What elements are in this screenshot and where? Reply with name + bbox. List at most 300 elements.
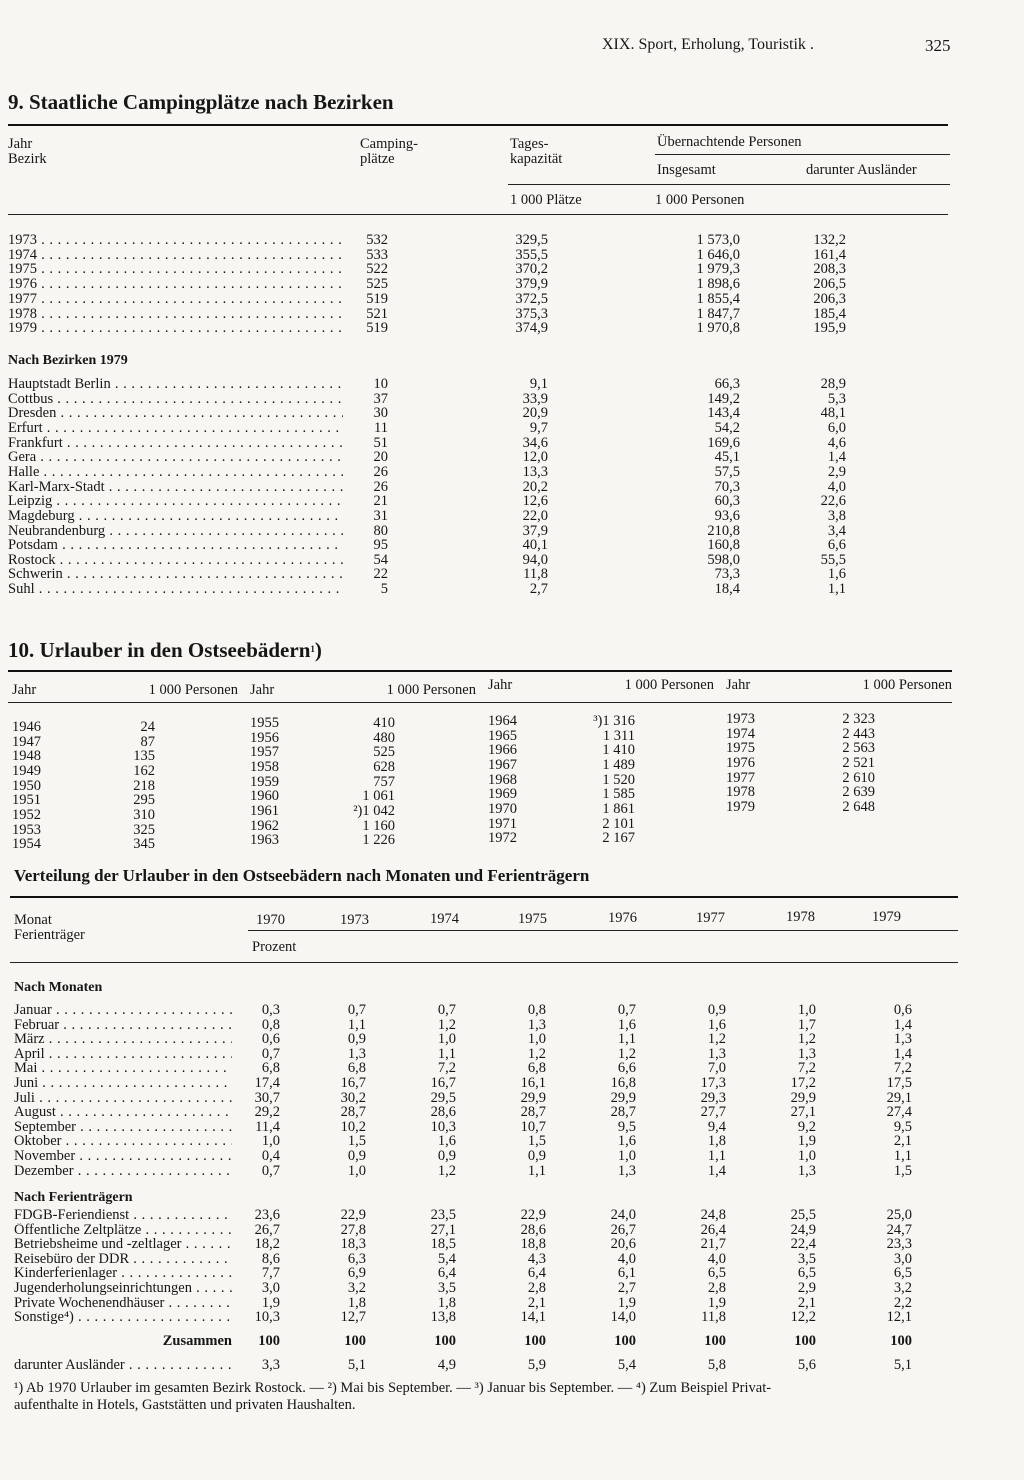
- t10-value: 2 101: [602, 815, 635, 832]
- t11-value: 6,8: [347, 1060, 366, 1077]
- t11-value: 18,5: [430, 1236, 456, 1253]
- t10-value: 1 226: [362, 832, 395, 849]
- t10-value: 757: [373, 773, 395, 790]
- t9-label: Gera . . .: [8, 450, 343, 465]
- t11-value: 22,4: [790, 1236, 816, 1253]
- t9-value: 1 979,3: [696, 261, 740, 278]
- t9-row: [0, 292, 1024, 307]
- t11-value: 27,7: [700, 1104, 726, 1121]
- t11-label: Januar . . .: [14, 1003, 232, 1018]
- t11-value: 5,1: [347, 1357, 366, 1373]
- t9-value: 143,4: [707, 405, 740, 422]
- t9-value: 370,2: [515, 261, 548, 278]
- t10-head-personen: 1 000 Personen: [862, 677, 952, 693]
- t11-value: 8,6: [261, 1250, 280, 1267]
- t9-label: 1978 . . .: [8, 307, 343, 322]
- t11-value: 1,6: [617, 1016, 636, 1033]
- t11-value: 0,9: [527, 1148, 546, 1164]
- t10-year: 1962: [250, 817, 279, 834]
- t9-value: 374,9: [515, 320, 548, 337]
- t11-value: 1,9: [261, 1294, 280, 1311]
- t9-head-tages-1: Tages-: [510, 136, 549, 152]
- t9-value: 375,3: [515, 305, 548, 322]
- t11-value: 1,4: [707, 1162, 726, 1179]
- t11-value: 18,3: [340, 1236, 366, 1253]
- t11-value: 0,8: [527, 1002, 546, 1018]
- t11-value: 1,0: [437, 1031, 456, 1048]
- t11-value: 3,2: [893, 1280, 912, 1296]
- t10-head-jahr: Jahr: [12, 682, 37, 698]
- t11-value: 4,3: [527, 1250, 546, 1267]
- t11-value: 11,8: [701, 1309, 726, 1326]
- t9-value: 3,4: [827, 522, 846, 539]
- t11-value: 1,8: [707, 1133, 726, 1150]
- t9-value: 54: [373, 551, 388, 568]
- t11-row: [0, 1281, 1024, 1296]
- t10-value: 2 648: [842, 798, 875, 815]
- t11-value: 0,7: [261, 1045, 280, 1062]
- t9-value: 95: [373, 537, 388, 554]
- t11-value: 100: [434, 1333, 456, 1349]
- t11-value: 1,9: [617, 1294, 636, 1311]
- t11-value: 18,8: [520, 1236, 546, 1253]
- t9-label: Halle . . .: [8, 465, 343, 480]
- t9-label: Dresden . . .: [8, 406, 343, 421]
- t11-row: [0, 1003, 1024, 1018]
- t10-head-personen: 1 000 Personen: [148, 682, 238, 698]
- t11-value: 1,4: [893, 1016, 912, 1033]
- t11-value: 9,2: [797, 1118, 816, 1135]
- t9-value: 28,9: [820, 376, 846, 392]
- t11-value: 1,3: [347, 1045, 366, 1062]
- t10-year: 1967: [488, 756, 517, 773]
- t10-value: 1 061: [362, 788, 395, 805]
- t11-row: [0, 1149, 1024, 1164]
- t9-row: [0, 567, 1024, 582]
- t11-value: 6,3: [347, 1250, 366, 1267]
- t11-label: Mai . . .: [14, 1061, 232, 1076]
- t11-row: [0, 1164, 1024, 1179]
- t9-value: 2,7: [529, 581, 548, 598]
- t9-value: 379,9: [515, 276, 548, 293]
- t9-value: 9,1: [529, 376, 548, 392]
- t11-value: 1,5: [347, 1133, 366, 1150]
- t9-value: 22,0: [522, 507, 548, 524]
- t9-value: 1 898,6: [696, 276, 740, 293]
- t11-row: [0, 1296, 1024, 1311]
- t11-head-traeger: Ferienträger: [14, 927, 85, 943]
- t9-row: [0, 553, 1024, 568]
- t9-value: 160,8: [707, 537, 740, 554]
- t11-label: Juni . . .: [14, 1076, 232, 1091]
- t11-unit-rule: [248, 930, 958, 931]
- t10-year: 1979: [726, 798, 755, 815]
- t10-value: 2 323: [842, 711, 875, 727]
- t11-value: 1,6: [707, 1016, 726, 1033]
- t11-row: [0, 1091, 1024, 1106]
- t11-value: 24,0: [610, 1207, 636, 1223]
- t9-head-tages-2: kapazität: [510, 151, 563, 167]
- t9-row: [0, 450, 1024, 465]
- t11-value: 0,8: [261, 1016, 280, 1033]
- t9-value: 11,8: [523, 566, 548, 583]
- t10-value: 2 563: [842, 740, 875, 757]
- t11-value: 1,2: [797, 1031, 816, 1048]
- t9-label: 1976 . . .: [8, 277, 343, 292]
- t9-value: 94,0: [522, 551, 548, 568]
- t10-value: 1 410: [602, 742, 635, 759]
- t10-value: 1 311: [602, 727, 635, 744]
- t11-value: 1,3: [893, 1031, 912, 1048]
- t10-head-personen: 1 000 Personen: [624, 677, 714, 693]
- t10-head-personen: 1 000 Personen: [386, 682, 476, 698]
- t10-value: 135: [133, 748, 155, 765]
- t11-value: 6,8: [261, 1060, 280, 1077]
- t11-value: 6,6: [617, 1060, 636, 1077]
- t11-value: 9,4: [707, 1118, 726, 1135]
- t11-value: 9,5: [893, 1118, 912, 1135]
- t11-row: [0, 1334, 1024, 1349]
- t11-value: 1,0: [261, 1133, 280, 1150]
- t10-value: 345: [133, 836, 155, 853]
- t9-value: 21: [373, 493, 388, 510]
- t9-head-jahr: Jahr: [8, 136, 33, 152]
- t11-value: 0,6: [893, 1002, 912, 1018]
- table10-title: 10. Urlauber in den Ostseebädern$^1$): [8, 638, 322, 662]
- t11-value: 1,4: [893, 1045, 912, 1062]
- t11-label: Zusammen: [162, 1333, 232, 1349]
- t10-value: 2 639: [842, 784, 875, 801]
- t9-value: 4,6: [827, 434, 846, 451]
- t11-value: 22,9: [340, 1207, 366, 1223]
- t10-value: 162: [133, 762, 155, 779]
- t9-row: [0, 321, 1024, 336]
- t9-value: 70,3: [714, 478, 740, 495]
- t11-value: 14,1: [520, 1309, 546, 1326]
- t11-value: 0,6: [261, 1031, 280, 1048]
- t11-value: 10,3: [430, 1118, 456, 1135]
- t11-value: 29,2: [254, 1104, 280, 1121]
- t11-value: 26,4: [700, 1221, 726, 1238]
- t9-value: 519: [366, 290, 388, 307]
- t9-label: Magdeburg . . .: [8, 509, 343, 524]
- t9-value: 4,0: [827, 478, 846, 495]
- t9-head-insgesamt: Insgesamt: [657, 162, 716, 178]
- t9-value: 31: [373, 507, 388, 524]
- t9-value: 66,3: [714, 376, 740, 392]
- t11-value: 1,2: [437, 1016, 456, 1033]
- t10-year: 1978: [726, 784, 755, 801]
- t11-value: 0,9: [707, 1002, 726, 1018]
- footnote-line-1: ¹) Ab 1970 Urlauber im gesamten Bezirk Rostock. — ²) Mai bis September. — ³) Januar bis September. — ⁴) Zum Beispiel Privat-: [14, 1380, 772, 1396]
- t11-value: 1,7: [797, 1016, 816, 1033]
- t11-value: 3,0: [893, 1250, 912, 1267]
- t9-row: [0, 538, 1024, 553]
- t9-value: 26: [373, 478, 388, 495]
- t11-head-year: 1977: [696, 909, 725, 926]
- t9-value: 519: [366, 320, 388, 337]
- t11-value: 7,0: [707, 1060, 726, 1077]
- t11-value: 100: [524, 1333, 546, 1349]
- t11-value: 1,9: [797, 1133, 816, 1150]
- t11-value: 6,9: [347, 1265, 366, 1282]
- t10-year: 1966: [488, 742, 517, 759]
- t9-value: 48,1: [820, 405, 846, 422]
- t10-year: 1952: [12, 806, 41, 823]
- t11-value: 28,6: [520, 1221, 546, 1238]
- t11-value: 30,2: [340, 1089, 366, 1106]
- t11-value: 5,6: [797, 1357, 816, 1373]
- t10-value: ²)1 042: [353, 802, 395, 819]
- t9-value: 37,9: [522, 522, 548, 539]
- table9-top-rule: [8, 124, 948, 126]
- t9-label: 1974 . . .: [8, 248, 343, 263]
- t11-row: [0, 1032, 1024, 1047]
- t9-value: 34,6: [522, 434, 548, 451]
- t11-row: [0, 1208, 1024, 1223]
- t11-value: 30,7: [254, 1089, 280, 1106]
- t11-value: 1,9: [707, 1294, 726, 1311]
- t11-head-year: 1973: [340, 911, 369, 928]
- t10-year: 1946: [12, 719, 41, 735]
- t11-value: 1,0: [347, 1162, 366, 1179]
- t11-value: 1,2: [617, 1045, 636, 1062]
- t9-value: 73,3: [714, 566, 740, 583]
- t11-value: 1,0: [797, 1002, 816, 1018]
- t11-value: 5,9: [527, 1357, 546, 1373]
- t11-label: Dezember . . .: [14, 1164, 232, 1179]
- running-header: XIX. Sport, Erholung, Touristik .: [602, 36, 814, 53]
- t11-head-year: 1976: [608, 910, 637, 926]
- t11-value: 1,1: [707, 1148, 726, 1164]
- t11-value: 23,3: [886, 1236, 912, 1253]
- t10-year: 1965: [488, 727, 517, 744]
- t11-value: 16,7: [430, 1075, 456, 1091]
- t9-row: [0, 480, 1024, 495]
- t9-value: 161,4: [813, 246, 846, 263]
- t11-head-year: 1974: [430, 911, 459, 927]
- t11-unit-prozent: Prozent: [252, 939, 297, 955]
- t10-year: 1956: [250, 729, 279, 746]
- t9-label: 1975 . . .: [8, 262, 343, 277]
- t10-year: 1977: [726, 769, 755, 786]
- t9-value: 372,5: [515, 290, 548, 307]
- t10-value: 24: [140, 719, 155, 735]
- t9-row: [0, 248, 1024, 263]
- t11-value: 0,4: [261, 1148, 280, 1164]
- t9-value: 57,5: [714, 463, 740, 480]
- t9-section-bezirke: Nach Bezirken 1979: [8, 353, 128, 368]
- t10-value: 310: [133, 806, 155, 823]
- t10-year: 1960: [250, 788, 279, 805]
- t11-row: [0, 1252, 1024, 1267]
- t11-value: 26,7: [610, 1221, 636, 1238]
- page-number: 325: [925, 36, 951, 55]
- t11-value: 2,9: [797, 1280, 816, 1296]
- t9-value: 20: [373, 449, 388, 466]
- t10-value: 1 520: [602, 771, 635, 788]
- t10-value: 87: [140, 733, 155, 750]
- t11-label: Februar . . .: [14, 1018, 232, 1033]
- t11-value: 27,8: [340, 1221, 366, 1238]
- t10-value: 410: [373, 715, 395, 731]
- t11-value: 1,3: [797, 1045, 816, 1062]
- t9-value: 6,6: [827, 537, 846, 554]
- t11-label: August . . .: [14, 1105, 232, 1120]
- t9-head-auslaender: darunter Ausländer: [806, 162, 917, 178]
- t9-value: 37: [373, 390, 388, 407]
- t11-value: 1,5: [527, 1133, 546, 1150]
- t11-value: 11,4: [255, 1118, 280, 1135]
- t11-value: 10,2: [340, 1118, 366, 1135]
- t9-value: 18,4: [714, 581, 740, 598]
- t9-value: 5: [380, 581, 388, 598]
- t9-value: 195,9: [813, 320, 846, 337]
- t9-row: [0, 465, 1024, 480]
- t11-value: 5,4: [437, 1250, 456, 1267]
- t11-value: 1,3: [707, 1045, 726, 1062]
- t9-value: 598,0: [707, 551, 740, 568]
- t11-value: 17,4: [254, 1075, 280, 1091]
- t9-value: 26: [373, 463, 388, 480]
- t11-value: 6,5: [893, 1265, 912, 1282]
- t11-row: [0, 1047, 1024, 1062]
- t11-value: 7,7: [261, 1265, 280, 1282]
- t9-label: Cottbus . . .: [8, 392, 343, 407]
- t11-value: 16,8: [610, 1075, 636, 1091]
- t9-value: 533: [366, 246, 388, 263]
- t9-value: 1 573,0: [696, 232, 740, 248]
- t9-value: 13,3: [522, 463, 548, 480]
- t11-value: 1,2: [527, 1045, 546, 1062]
- t9-label: 1973 . . .: [8, 233, 343, 248]
- t11-value: 25,5: [790, 1207, 816, 1223]
- t11-value: 1,1: [347, 1016, 366, 1033]
- table10-top-rule: [8, 670, 952, 672]
- t11-value: 1,0: [617, 1148, 636, 1164]
- t11-row: [0, 1061, 1024, 1076]
- t9-label: Hauptstadt Berlin . . .: [8, 377, 343, 392]
- t11-value: 6,5: [707, 1265, 726, 1282]
- t11-value: 26,7: [254, 1221, 280, 1238]
- t11-row: [0, 1266, 1024, 1281]
- t9-value: 2,9: [827, 463, 846, 480]
- t10-year: 1969: [488, 786, 517, 803]
- t10-year: 1951: [12, 792, 41, 809]
- t11-value: 28,7: [610, 1104, 636, 1121]
- t11-value: 100: [704, 1333, 726, 1349]
- t11-value: 28,7: [520, 1104, 546, 1121]
- t11-value: 100: [344, 1333, 366, 1349]
- t11-value: 0,9: [437, 1148, 456, 1164]
- t9-label: 1977 . . .: [8, 292, 343, 307]
- t9-value: 149,2: [707, 390, 740, 407]
- t11-value: 1,1: [527, 1162, 546, 1179]
- t11-value: 3,5: [797, 1250, 816, 1267]
- table9-title: 9. Staatliche Campingplätze nach Bezirken: [8, 90, 394, 114]
- t11-value: 13,8: [430, 1309, 456, 1326]
- t11-row: [0, 1237, 1024, 1252]
- t9-value: 51: [373, 434, 388, 451]
- t9-value: 1,6: [827, 566, 846, 583]
- t11-head-year: 1975: [518, 910, 547, 927]
- t9-value: 33,9: [522, 390, 548, 407]
- t11-value: 16,1: [520, 1075, 546, 1091]
- t9-value: 12,6: [522, 493, 548, 510]
- t9-label: Erfurt . . .: [8, 421, 343, 436]
- t9-row: [0, 233, 1024, 248]
- t11-value: 1,3: [797, 1162, 816, 1179]
- t11-value: 21,7: [700, 1236, 726, 1253]
- t11-value: 7,2: [797, 1060, 816, 1077]
- t11-label: Öffentliche Zeltplätze . . .: [14, 1223, 232, 1238]
- t9-value: 206,3: [813, 290, 846, 307]
- t11-value: 7,2: [437, 1060, 456, 1077]
- t11-row: [0, 1310, 1024, 1325]
- t11-row: [0, 1076, 1024, 1091]
- t10-value: 2 167: [602, 830, 635, 847]
- t10-year: 1954: [12, 836, 41, 853]
- t9-value: 10: [373, 376, 388, 392]
- t11-value: 1,6: [617, 1133, 636, 1150]
- t9-row: [0, 406, 1024, 421]
- t11-value: 4,0: [707, 1250, 726, 1267]
- t11-value: 29,9: [790, 1089, 816, 1106]
- t11-value: 100: [614, 1333, 636, 1349]
- t11-value: 6,4: [527, 1265, 546, 1282]
- t11-value: 3,2: [347, 1280, 366, 1296]
- t9-row: [0, 524, 1024, 539]
- t9-value: 208,3: [813, 261, 846, 278]
- t9-row: [0, 436, 1024, 451]
- t9-value: 1 646,0: [696, 246, 740, 263]
- t9-label: Leipzig . . .: [8, 494, 343, 509]
- t10-year: 1959: [250, 773, 279, 790]
- table11-title: Verteilung der Urlauber in den Ostseebädern nach Monaten und Ferienträgern: [14, 866, 590, 885]
- t11-value: 1,0: [797, 1148, 816, 1164]
- t10-value: 1 160: [362, 817, 395, 834]
- t11-label: Sonstige⁴) . . .: [14, 1310, 232, 1325]
- t9-value: 355,5: [515, 246, 548, 263]
- t11-value: 9,5: [617, 1118, 636, 1135]
- t9-value: 5,3: [827, 390, 846, 407]
- t11-value: 2,1: [797, 1294, 816, 1311]
- t11-value: 0,9: [347, 1148, 366, 1164]
- t11-value: 27,1: [790, 1104, 816, 1121]
- t10-value: 2 443: [842, 725, 875, 742]
- t11-value: 0,3: [261, 1002, 280, 1018]
- t11-label: April . . .: [14, 1047, 232, 1062]
- t11-label: Kinderferienlager . . .: [14, 1266, 232, 1281]
- t11-value: 1,6: [437, 1133, 456, 1150]
- t9-value: 132,2: [813, 232, 846, 248]
- t9-value: 30: [373, 405, 388, 422]
- t10-year: 1968: [488, 771, 517, 788]
- t11-value: 6,8: [527, 1060, 546, 1077]
- t11-value: 6,4: [437, 1265, 456, 1282]
- t11-value: 0,7: [437, 1002, 456, 1018]
- t9-unit-personen: 1 000 Personen: [655, 192, 745, 208]
- t10-row: [0, 800, 1024, 815]
- t9-value: 185,4: [813, 305, 846, 322]
- t11-value: 100: [258, 1333, 280, 1349]
- t11-value: 1,2: [437, 1162, 456, 1179]
- t11-label: darunter Ausländer . . .: [14, 1358, 232, 1373]
- t10-year: 1961: [250, 802, 279, 819]
- t11-label: FDGB-Feriendienst . . .: [14, 1208, 232, 1223]
- t11-value: 5,8: [707, 1357, 726, 1373]
- t9-value: 210,8: [707, 522, 740, 539]
